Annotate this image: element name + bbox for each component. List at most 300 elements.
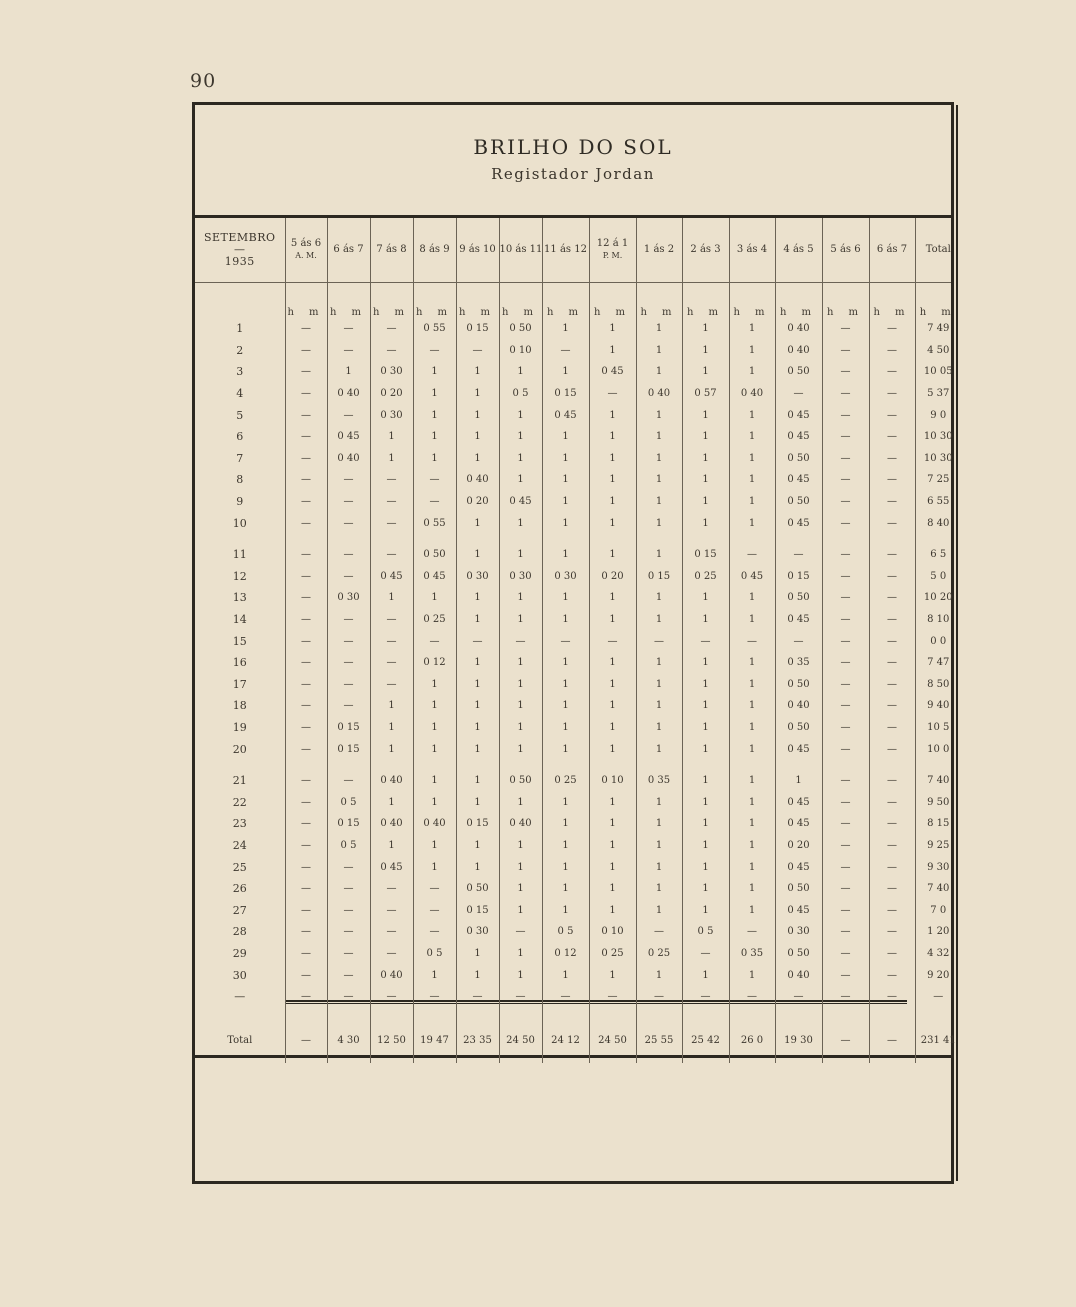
value-cell: —: [285, 491, 327, 513]
value-cell: 0 15: [682, 544, 729, 566]
value-cell: 0 5: [327, 835, 370, 857]
value-cell: 1: [413, 791, 456, 813]
value-cell: 1: [729, 426, 775, 448]
value-cell: 1: [413, 426, 456, 448]
value-cell: 1: [729, 512, 775, 534]
value-cell: 1: [370, 791, 413, 813]
value-cell: 1: [542, 426, 589, 448]
value-cell: —: [413, 340, 456, 362]
value-cell: 0 20: [370, 383, 413, 405]
value-cell: 0 20: [775, 835, 822, 857]
spacer-cell: [195, 534, 285, 544]
column-header: [589, 218, 636, 282]
value-cell: —: [682, 943, 729, 965]
value-cell: 0 15: [327, 738, 370, 760]
value-cell: 1: [682, 340, 729, 362]
spacer-cell: [327, 534, 370, 544]
day-cell: 13: [232, 591, 247, 605]
table-body: [195, 282, 961, 1063]
value-cell: 0 45: [413, 566, 456, 588]
value-cell: 0 45: [775, 813, 822, 835]
table-subtitle: Registador Jordan: [491, 165, 655, 183]
value-cell: 1: [456, 964, 499, 986]
value-cell: 0 30: [456, 921, 499, 943]
value-cell: —: [822, 717, 869, 739]
value-cell: 0 30: [370, 361, 413, 383]
column-header: [915, 218, 961, 282]
value-cell: —: [285, 717, 327, 739]
unit-cell: h m: [413, 282, 456, 318]
column-header-label: 11 ás 12: [544, 244, 587, 255]
value-cell: 1: [682, 652, 729, 674]
value-cell: 1: [682, 361, 729, 383]
unit-cell: h m: [327, 282, 370, 318]
value-cell: —: [869, 491, 915, 513]
value-cell: —: [285, 770, 327, 792]
value-cell: —: [869, 899, 915, 921]
value-cell: 0 50: [775, 587, 822, 609]
value-cell: 1: [682, 674, 729, 696]
value-cell: —: [822, 835, 869, 857]
value-cell: 1: [636, 652, 682, 674]
value-cell: 1: [729, 878, 775, 900]
total-cell: 24 12: [542, 1007, 589, 1063]
value-cell: —: [822, 383, 869, 405]
spacer-cell: [413, 534, 456, 544]
value-cell: 1: [542, 964, 589, 986]
value-cell: —: [370, 943, 413, 965]
value-cell: 0 25: [413, 609, 456, 631]
value-cell: 6 55: [915, 491, 961, 513]
value-cell: 0 15: [456, 899, 499, 921]
value-cell: —: [869, 878, 915, 900]
value-cell: 0 50: [775, 448, 822, 470]
value-cell: —: [327, 512, 370, 534]
value-cell: —: [370, 899, 413, 921]
value-cell: —: [822, 695, 869, 717]
value-cell: 1: [775, 770, 822, 792]
value-cell: —: [370, 544, 413, 566]
value-cell: 0 30: [370, 404, 413, 426]
value-cell: 1: [636, 899, 682, 921]
table-row: [195, 878, 961, 900]
value-cell: 8 40: [915, 512, 961, 534]
value-cell: —: [285, 695, 327, 717]
value-cell: 1: [729, 835, 775, 857]
value-cell: —: [327, 695, 370, 717]
value-cell: —: [285, 318, 327, 340]
value-cell: 1: [729, 404, 775, 426]
column-header-label: 5 ás 6: [290, 238, 322, 249]
column-header-label: 7 ás 8: [376, 244, 407, 255]
total-cell: 19 47: [413, 1007, 456, 1063]
value-cell: 0 45: [542, 404, 589, 426]
value-cell: 0 50: [499, 770, 542, 792]
value-cell: —: [542, 986, 589, 1008]
column-header-label: Total: [925, 244, 951, 255]
value-cell: 1: [682, 717, 729, 739]
value-cell: 1: [589, 899, 636, 921]
value-cell: 1: [499, 791, 542, 813]
spacer-cell: [499, 534, 542, 544]
value-cell: —: [370, 609, 413, 631]
value-cell: 0 35: [775, 652, 822, 674]
table-row: [195, 426, 961, 448]
value-cell: —: [822, 652, 869, 674]
value-cell: 0 50: [775, 674, 822, 696]
value-cell: —: [542, 340, 589, 362]
day-cell: 28: [232, 925, 247, 939]
value-cell: 1: [682, 813, 729, 835]
total-cell: 25 42: [682, 1007, 729, 1063]
day-cell: 11: [232, 548, 247, 562]
value-cell: 1: [682, 738, 729, 760]
value-cell: 1: [542, 512, 589, 534]
value-cell: —: [327, 878, 370, 900]
value-cell: 1: [413, 674, 456, 696]
value-cell: 1: [413, 738, 456, 760]
value-cell: 1: [636, 491, 682, 513]
column-header: [869, 218, 915, 282]
value-cell: —: [327, 318, 370, 340]
value-cell: —: [869, 448, 915, 470]
value-cell: 0 30: [327, 587, 370, 609]
value-cell: 0 15: [456, 318, 499, 340]
value-cell: 9 40: [915, 695, 961, 717]
value-cell: —: [869, 361, 915, 383]
spacer-cell: [413, 760, 456, 770]
value-cell: —: [327, 566, 370, 588]
value-cell: —: [370, 652, 413, 674]
value-cell: 8 50: [915, 674, 961, 696]
value-cell: 1: [636, 469, 682, 491]
value-cell: —: [370, 491, 413, 513]
day-cell: 29: [232, 946, 247, 960]
day-cell: 7: [236, 451, 244, 465]
value-cell: 0 50: [499, 318, 542, 340]
value-cell: —: [370, 878, 413, 900]
spacer-cell: [589, 534, 636, 544]
column-header: [682, 218, 729, 282]
value-cell: 0 50: [775, 943, 822, 965]
value-cell: 10 0: [915, 738, 961, 760]
value-cell: 1: [413, 361, 456, 383]
value-cell: —: [327, 674, 370, 696]
value-cell: 0 25: [636, 943, 682, 965]
month-label: SETEMBRO: [203, 231, 276, 244]
value-cell: —: [413, 921, 456, 943]
value-cell: 1: [589, 426, 636, 448]
value-cell: —: [869, 544, 915, 566]
value-cell: 6 5: [915, 544, 961, 566]
total-cell: 19 30: [775, 1007, 822, 1063]
value-cell: 1: [499, 587, 542, 609]
value-cell: 1: [413, 404, 456, 426]
value-cell: 0 5: [542, 921, 589, 943]
value-cell: 1: [682, 469, 729, 491]
value-cell: —: [869, 404, 915, 426]
value-cell: —: [636, 630, 682, 652]
value-cell: —: [285, 469, 327, 491]
value-cell: —: [413, 630, 456, 652]
value-cell: —: [822, 630, 869, 652]
value-cell: 1: [542, 544, 589, 566]
value-cell: —: [285, 630, 327, 652]
value-cell: 1: [413, 717, 456, 739]
day-cell: 2: [236, 343, 244, 357]
value-cell: 1: [456, 770, 499, 792]
value-cell: 9 0: [915, 404, 961, 426]
units-row: [195, 282, 961, 318]
value-cell: 1: [413, 770, 456, 792]
table-row: [195, 986, 961, 1008]
value-cell: —: [869, 770, 915, 792]
value-cell: 1: [589, 404, 636, 426]
value-cell: 1: [589, 964, 636, 986]
value-cell: 1: [589, 695, 636, 717]
spacer-cell: [285, 534, 327, 544]
column-header-label: 10 ás 11: [499, 244, 542, 255]
value-cell: 0 40: [775, 695, 822, 717]
value-cell: 1: [729, 695, 775, 717]
value-cell: —: [869, 609, 915, 631]
value-cell: 1: [636, 340, 682, 362]
value-cell: 1: [636, 609, 682, 631]
value-cell: —: [636, 921, 682, 943]
column-header-label: 1 ás 2: [643, 244, 675, 255]
value-cell: —: [589, 383, 636, 405]
day-cell: 3: [236, 365, 244, 379]
spacer-cell: [869, 534, 915, 544]
value-cell: 0 20: [456, 491, 499, 513]
value-cell: —: [822, 340, 869, 362]
spacer-cell: [327, 760, 370, 770]
table-row: [195, 770, 961, 792]
value-cell: 0 30: [542, 566, 589, 588]
table-row: [195, 587, 961, 609]
value-cell: —: [327, 856, 370, 878]
value-cell: —: [285, 856, 327, 878]
value-cell: —: [285, 964, 327, 986]
value-cell: —: [822, 813, 869, 835]
value-cell: 0 40: [413, 813, 456, 835]
value-cell: 0 30: [499, 566, 542, 588]
table-row: [195, 566, 961, 588]
value-cell: 1: [682, 587, 729, 609]
value-cell: —: [456, 986, 499, 1008]
day-cell: 6: [236, 430, 244, 444]
value-cell: —: [869, 986, 915, 1008]
value-cell: 0 40: [370, 964, 413, 986]
value-cell: 1: [682, 448, 729, 470]
table-row: [195, 512, 961, 534]
day-cell: 25: [232, 860, 247, 874]
value-cell: 1: [542, 899, 589, 921]
spacer-cell: [915, 760, 961, 770]
value-cell: 10 30: [915, 448, 961, 470]
value-cell: —: [370, 318, 413, 340]
column-header: [370, 218, 413, 282]
value-cell: 1: [589, 878, 636, 900]
value-cell: 0 50: [775, 491, 822, 513]
value-cell: —: [285, 791, 327, 813]
value-cell: —: [327, 630, 370, 652]
unit-cell: h m: [775, 282, 822, 318]
value-cell: —: [822, 566, 869, 588]
table-row: [195, 943, 961, 965]
value-cell: —: [869, 717, 915, 739]
value-cell: 1: [499, 738, 542, 760]
value-cell: 1: [636, 512, 682, 534]
value-cell: 1: [636, 738, 682, 760]
value-cell: 1: [499, 426, 542, 448]
value-cell: 0 25: [542, 770, 589, 792]
value-cell: —: [869, 587, 915, 609]
value-cell: —: [285, 404, 327, 426]
value-cell: 1: [542, 674, 589, 696]
value-cell: 0 45: [499, 491, 542, 513]
value-cell: —: [370, 630, 413, 652]
value-cell: 1: [499, 544, 542, 566]
value-cell: —: [822, 587, 869, 609]
value-cell: 1: [589, 318, 636, 340]
value-cell: 0 35: [636, 770, 682, 792]
value-cell: 0 40: [636, 383, 682, 405]
value-cell: 10 20: [915, 587, 961, 609]
value-cell: —: [285, 544, 327, 566]
unit-cell: h m: [822, 282, 869, 318]
column-header-label: 5 ás 6: [830, 244, 861, 255]
total-cell: 26 0: [729, 1007, 775, 1063]
page-number: 90: [190, 70, 217, 92]
value-cell: 1: [636, 791, 682, 813]
column-header-label: 6 ás 7: [333, 244, 364, 255]
value-cell: 1: [589, 340, 636, 362]
value-cell: 1: [636, 878, 682, 900]
value-cell: 1: [542, 695, 589, 717]
column-header: [456, 218, 499, 282]
value-cell: 1: [729, 856, 775, 878]
total-cell: 23 35: [456, 1007, 499, 1063]
spacer-cell: [729, 760, 775, 770]
value-cell: 1: [682, 491, 729, 513]
value-cell: 1: [729, 770, 775, 792]
value-cell: 0 40: [327, 448, 370, 470]
value-cell: 1: [542, 813, 589, 835]
value-cell: 1: [456, 426, 499, 448]
spacer-cell: [456, 534, 499, 544]
day-cell: —: [234, 990, 246, 1004]
value-cell: 0 15: [327, 813, 370, 835]
value-cell: —: [499, 921, 542, 943]
value-cell: 1: [729, 491, 775, 513]
spacer-cell: [542, 760, 589, 770]
month-header: [195, 218, 285, 282]
value-cell: 1: [729, 340, 775, 362]
value-cell: —: [822, 738, 869, 760]
value-cell: 1: [499, 899, 542, 921]
value-cell: 1: [589, 609, 636, 631]
value-cell: 0 45: [370, 856, 413, 878]
day-cell: 23: [232, 817, 247, 831]
table-row: [195, 964, 961, 986]
value-cell: —: [682, 986, 729, 1008]
value-cell: 1 20: [915, 921, 961, 943]
value-cell: 9 30: [915, 856, 961, 878]
value-cell: 1: [682, 404, 729, 426]
value-cell: 0 5: [327, 791, 370, 813]
column-header-label: 4 ás 5: [783, 244, 814, 255]
value-cell: 1: [370, 448, 413, 470]
spacer-cell: [775, 534, 822, 544]
value-cell: 9 25: [915, 835, 961, 857]
value-cell: 0 40: [729, 383, 775, 405]
value-cell: 0 50: [775, 717, 822, 739]
table-row: [195, 318, 961, 340]
value-cell: 1: [636, 426, 682, 448]
value-cell: 1: [589, 738, 636, 760]
value-cell: 0 5: [499, 383, 542, 405]
spacer-cell: [636, 534, 682, 544]
table-row: [195, 469, 961, 491]
value-cell: —: [413, 878, 456, 900]
value-cell: 1: [456, 609, 499, 631]
table-row: [195, 609, 961, 631]
unit-cell: h m: [499, 282, 542, 318]
value-cell: 0 45: [370, 566, 413, 588]
row-spacer: [195, 760, 961, 770]
value-cell: 0 45: [775, 791, 822, 813]
value-cell: 1: [636, 448, 682, 470]
day-cell: 20: [232, 742, 247, 756]
value-cell: 0 50: [456, 878, 499, 900]
table-row: [195, 630, 961, 652]
value-cell: 0 25: [589, 943, 636, 965]
value-cell: 1: [370, 738, 413, 760]
value-cell: 0 30: [456, 566, 499, 588]
value-cell: 1: [589, 652, 636, 674]
value-cell: 10 30: [915, 426, 961, 448]
table-row: [195, 856, 961, 878]
value-cell: —: [327, 986, 370, 1008]
value-cell: 1: [499, 404, 542, 426]
total-label: Total: [227, 1034, 253, 1046]
value-cell: 0 35: [729, 943, 775, 965]
value-cell: 1: [636, 674, 682, 696]
value-cell: 1: [456, 404, 499, 426]
spacer-cell: [456, 760, 499, 770]
value-cell: 0 45: [589, 361, 636, 383]
value-cell: —: [729, 544, 775, 566]
spacer-cell: [869, 760, 915, 770]
value-cell: 1: [729, 899, 775, 921]
value-cell: 1: [636, 361, 682, 383]
value-cell: 1: [682, 791, 729, 813]
spacer-cell: [915, 534, 961, 544]
value-cell: 1: [729, 964, 775, 986]
value-cell: 1: [413, 383, 456, 405]
sunshine-table: [195, 218, 961, 1063]
value-cell: 7 25: [915, 469, 961, 491]
value-cell: —: [869, 652, 915, 674]
value-cell: —: [327, 491, 370, 513]
value-cell: —: [869, 695, 915, 717]
day-cell: 15: [232, 634, 247, 648]
value-cell: —: [285, 921, 327, 943]
total-row: [195, 1007, 961, 1063]
value-cell: 1: [682, 770, 729, 792]
value-cell: 1: [542, 448, 589, 470]
